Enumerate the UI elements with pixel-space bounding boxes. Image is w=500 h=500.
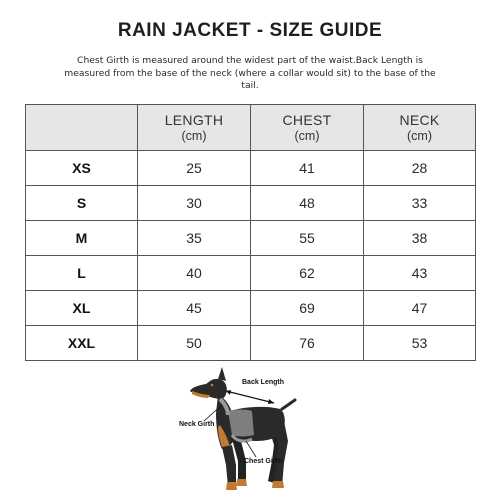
chest-cell: 41	[251, 151, 364, 186]
neck-cell: 33	[364, 186, 476, 221]
page-title: RAIN JACKET - SIZE GUIDE	[117, 20, 383, 41]
chest-cell: 62	[251, 256, 364, 291]
header-label: CHEST	[282, 112, 332, 128]
table-row	[26, 291, 476, 326]
neck-cell: 47	[364, 291, 476, 326]
dog-eye	[211, 384, 214, 387]
header-unit: (cm)	[407, 129, 432, 143]
measurement-description: Chest Girth is measured around the widest part of the waist.Back Length is measured from the base of the neck (where a collar would sit) to the base of the tail.	[64, 55, 436, 91]
neck-cell: 43	[364, 256, 476, 291]
size-cell: M	[26, 221, 138, 256]
table-row	[26, 256, 476, 291]
length-cell: 30	[138, 186, 251, 221]
length-cell: 40	[138, 256, 251, 291]
neck-girth-label: Neck Girth	[179, 421, 215, 428]
size-cell: L	[26, 256, 138, 291]
harness-body	[228, 410, 254, 437]
neck-cell: 53	[364, 326, 476, 361]
chest-cell: 55	[251, 221, 364, 256]
chest-cell: 69	[251, 291, 364, 326]
chest-girth-label: Chest Girth	[244, 458, 283, 465]
header-cell-neck	[364, 105, 476, 151]
header-cell-length	[138, 105, 251, 151]
back-length-label: Back Length	[242, 379, 285, 386]
size-cell: XS	[26, 151, 138, 186]
table-header-row	[26, 105, 476, 151]
length-cell: 35	[138, 221, 251, 256]
dog-ear	[218, 367, 226, 381]
chest-cell: 48	[251, 186, 364, 221]
size-cell: XXL	[26, 326, 138, 361]
size-table	[25, 104, 476, 361]
table-row	[26, 326, 476, 361]
size-cell: S	[26, 186, 138, 221]
table-row	[26, 151, 476, 186]
length-cell: 45	[138, 291, 251, 326]
back-length-arrow	[226, 391, 274, 403]
header-cell-size	[26, 105, 138, 151]
length-cell: 50	[138, 326, 251, 361]
size-cell: XL	[26, 291, 138, 326]
header-unit: (cm)	[294, 129, 320, 143]
header-unit: (cm)	[181, 129, 207, 143]
dog-tail	[282, 400, 295, 409]
chest-girth-leader	[246, 441, 256, 457]
dog-measurement-diagram	[170, 365, 320, 497]
header-cell-chest	[251, 105, 364, 151]
header-label: LENGTH	[164, 112, 224, 128]
table-row	[26, 221, 476, 256]
header-label: NECK	[399, 112, 440, 128]
chest-cell: 76	[251, 326, 364, 361]
neck-cell: 28	[364, 151, 476, 186]
neck-cell: 38	[364, 221, 476, 256]
length-cell: 25	[138, 151, 251, 186]
dog-hind-paw	[272, 481, 284, 488]
table-row	[26, 186, 476, 221]
